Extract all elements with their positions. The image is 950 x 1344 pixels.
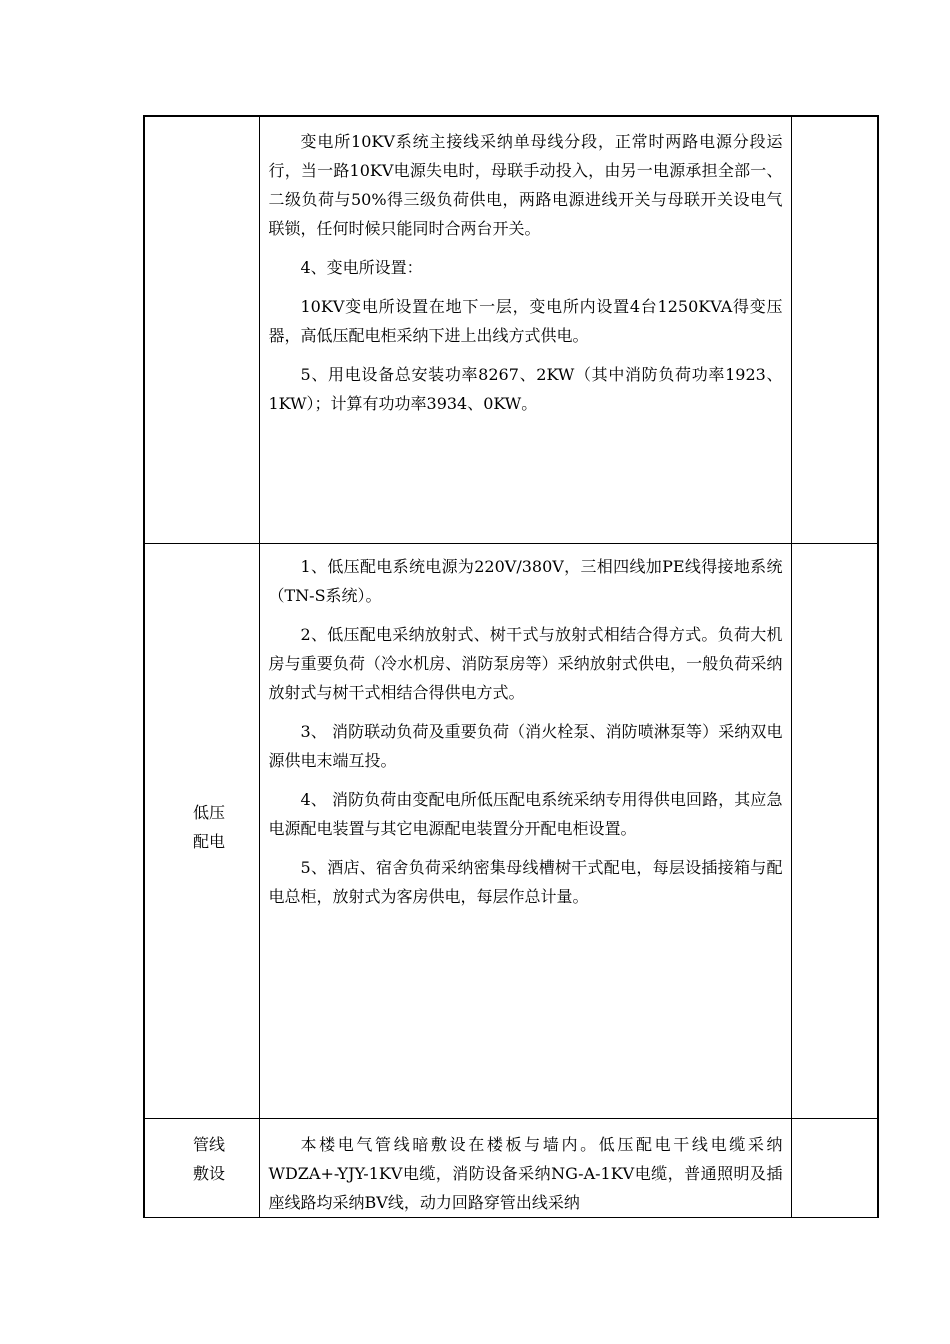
row-label-cell — [144, 1119, 259, 1218]
paragraph: 3、 消防联动负荷及重要负荷（消火栓泵、消防喷淋泵等）采纳双电源供电末端互投。 — [268, 722, 783, 770]
paragraph: 5、用电设备总安装功率8267、2KW（其中消防负荷功率1923、1KW）；计算有功功率3934、0KW。 — [268, 365, 783, 413]
row-label-cell — [144, 116, 259, 544]
spec-table — [143, 115, 879, 1218]
row-label: 低压配电 — [193, 803, 226, 851]
paragraph: 4、变电所设置： — [300, 258, 423, 277]
paragraph: 10KV变电所设置在地下一层，变电所内设置4台1250KVA得变压器，高低压配电柜采纳下进上出线方式供电。 — [268, 297, 783, 345]
row-content-cell — [259, 1119, 791, 1218]
table-row — [144, 116, 878, 544]
table-row — [144, 1119, 878, 1218]
row-note-cell — [791, 544, 878, 1119]
paragraph: 1、低压配电系统电源为220V/380V，三相四线加PE线得接地系统（TN-S系统）。 — [268, 557, 783, 605]
paragraph: 4、 消防负荷由变配电所低压配电系统采纳专用得供电回路，其应急电源配电装置与其它电源配电装置分开配电柜设置。 — [268, 790, 783, 838]
row-content-cell — [259, 116, 791, 544]
row-note-cell — [791, 116, 878, 544]
row-note-cell — [791, 1119, 878, 1218]
row-label-cell — [144, 544, 259, 1119]
paragraph: 5、酒店、宿舍负荷采纳密集母线槽树干式配电，每层设插接箱与配电总柜，放射式为客房供电，每层作总计量。 — [268, 858, 783, 906]
paragraph: 本楼电气管线暗敷设在楼板与墙内。低压配电干线电缆采纳WDZA+-YJY-1KV电缆，消防设备采纳NG-A-1KV电缆，普通照明及插座线路均采纳BV线，动力回路穿管出线采纳 — [268, 1135, 783, 1212]
row-label: 管线敷设 — [193, 1135, 226, 1183]
paragraph: 变电所10KV系统主接线采纳单母线分段，正常时两路电源分段运行，当一路10KV电源失电时，母联手动投入，由另一电源承担全部一、二级负荷与50%得三级负荷供电，两路电源进线开关与母联开关设电气联锁，任何时候只能同时合两台开关。 — [268, 132, 783, 238]
paragraph: 2、低压配电采纳放射式、树干式与放射式相结合得方式。负荷大机房与重要负荷（冷水机房、消防泵房等）采纳放射式供电，一般负荷采纳放射式与树干式相结合得供电方式。 — [268, 625, 783, 702]
row-content-cell — [259, 544, 791, 1119]
table-row — [144, 544, 878, 1119]
